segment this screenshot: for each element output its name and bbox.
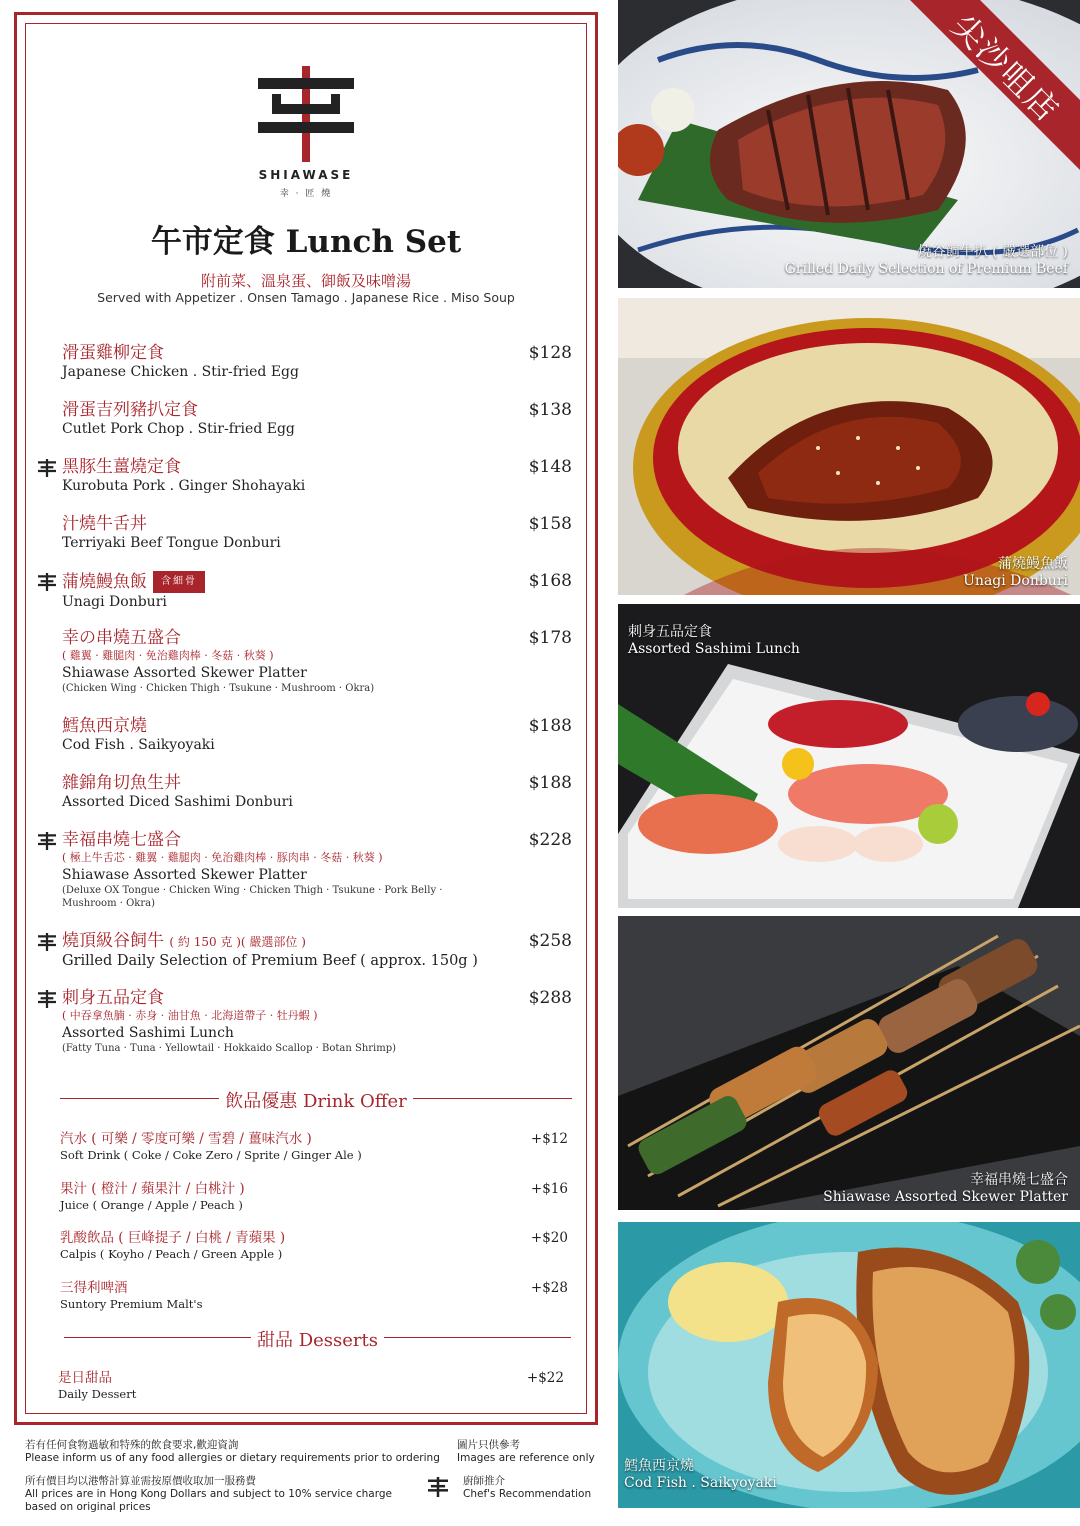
item-name-en: Unagi Donburi xyxy=(62,594,167,610)
drinks-heading xyxy=(60,1087,572,1111)
menu-item xyxy=(62,571,572,611)
item-name-zh: 鱈魚西京燒 xyxy=(62,716,147,736)
photo-caption xyxy=(963,556,1068,590)
page-title: 午市定食 Lunch Set xyxy=(150,224,462,260)
dessert-name-zh: 是日甜品 xyxy=(58,1370,112,1386)
price-notice-en-2: based on original prices xyxy=(25,1501,151,1513)
drink-name-zh: 乳酸飲品 ( 巨峰提子 / 白桃 / 青蘋果 ) xyxy=(60,1230,286,1246)
shiawase-logo xyxy=(258,66,354,162)
photo-sashimi xyxy=(618,604,1080,908)
photo-caption-zh: 燒谷飼牛扒 ( 嚴選部位 ) xyxy=(917,244,1068,260)
item-name-en: Shiawase Assorted Skewer Platter xyxy=(62,665,307,681)
item-note-en: (Fatty Tuna · Tuna · Yellowtail · Hokkaido Scallop · Botan Shrimp) xyxy=(62,1043,397,1054)
item-name-zh: 黑豚生薑燒定食 xyxy=(62,457,181,477)
photo-caption-zh: 鱈魚西京燒 xyxy=(624,1458,694,1474)
drink-name-en: Calpis ( Koyho / Peach / Green Apple ) xyxy=(60,1247,283,1261)
drinks-heading-label: 飲品優惠 Drink Offer xyxy=(60,1087,572,1113)
item-name-zh: 雜錦角切魚生丼 xyxy=(62,773,181,793)
photo-caption-en: Grilled Daily Selection of Premium Beef xyxy=(784,261,1068,277)
drink-name-en: Soft Drink ( Coke / Coke Zero / Sprite / Ginger Ale ) xyxy=(60,1148,362,1162)
photo-caption-en: Shiawase Assorted Skewer Platter xyxy=(823,1189,1068,1205)
item-price: $138 xyxy=(528,400,572,420)
chef-recommendation-icon xyxy=(38,459,56,477)
menu-item xyxy=(62,931,572,970)
photo-cod-fish xyxy=(618,1222,1080,1508)
item-name-zh: 汁燒牛舌丼 xyxy=(62,514,147,534)
item-price: $288 xyxy=(528,988,572,1008)
chef-legend xyxy=(463,1475,591,1501)
subtitle-en: Served with Appetizer . Onsen Tamago . Japanese Rice . Miso Soup xyxy=(97,290,515,305)
image-notice xyxy=(457,1439,595,1465)
item-price: $178 xyxy=(528,628,572,648)
brand-name: SHIAWASE xyxy=(258,168,354,182)
drink-name-zh: 三得利啤酒 xyxy=(60,1280,128,1296)
menu-item xyxy=(62,343,572,381)
item-name-zh: 幸福串燒七盛合 xyxy=(62,830,181,850)
item-name-zh xyxy=(62,931,572,952)
item-price: $258 xyxy=(528,931,572,951)
item-name-en: Assorted Sashimi Lunch xyxy=(62,1025,234,1041)
item-price: $148 xyxy=(528,457,572,477)
chef-legend-en: Chef's Recommendation xyxy=(463,1488,592,1500)
item-name-en: Assorted Diced Sashimi Donburi xyxy=(62,794,293,810)
photo-caption-zh: 刺身五品定食 xyxy=(628,624,712,640)
item-price: $168 xyxy=(528,571,572,591)
drink-name-en: Suntory Premium Malt's xyxy=(60,1297,203,1311)
photo-caption-en: Assorted Sashimi Lunch xyxy=(628,641,800,657)
item-name-en: Japanese Chicken . Stir-fried Egg xyxy=(62,364,299,380)
item-name-en: Terriyaki Beef Tongue Donburi xyxy=(62,535,281,551)
price-notice-zh: 所有價目均以港幣計算並需按原價收取加一服務費 xyxy=(25,1475,256,1487)
price-notice-en: All prices are in Hong Kong Dollars and subject to 10% service charge xyxy=(25,1488,392,1500)
dessert-item xyxy=(58,1370,564,1402)
drink-price: +$28 xyxy=(530,1280,568,1296)
drink-item xyxy=(60,1131,568,1163)
menu-item xyxy=(62,400,572,438)
photo-caption-en: Unagi Donburi xyxy=(963,573,1068,589)
location-banner xyxy=(870,0,1080,210)
photo-caption-zh: 蒲燒鰻魚飯 xyxy=(998,556,1068,572)
allergy-notice-en: Please inform us of any food allergies or dietary requirements prior to ordering xyxy=(25,1452,440,1464)
item-name-zh: 刺身五品定食 xyxy=(62,988,164,1008)
brand-name-zh: 幸 · 匠 燒 xyxy=(279,189,333,199)
item-name-zh xyxy=(62,571,572,593)
item-price: $128 xyxy=(528,343,572,363)
item-name-en: Cod Fish . Saikyoyaki xyxy=(62,737,215,753)
drink-name-zh: 汽水 ( 可樂 / 零度可樂 / 雪碧 / 薑味汽水 ) xyxy=(60,1131,312,1147)
item-note-en: (Deluxe OX Tongue · Chicken Wing · Chicken Thigh · Tsukune · Pork Belly · Mushroom · Okra) xyxy=(62,885,443,909)
chef-recommendation-icon xyxy=(428,1477,448,1497)
item-name-en: Cutlet Pork Chop . Stir-fried Egg xyxy=(62,421,295,437)
item-price: $228 xyxy=(528,830,572,850)
drink-price: +$20 xyxy=(530,1230,568,1246)
item-name-zh: 滑蛋吉列豬扒定食 xyxy=(62,400,198,420)
subtitle-zh: 附前菜、溫泉蛋、御飯及味噌湯 xyxy=(200,272,411,290)
chef-recommendation-icon xyxy=(38,933,56,951)
photo-caption xyxy=(823,1172,1068,1206)
drink-item xyxy=(60,1230,568,1262)
item-price: $188 xyxy=(528,716,572,736)
allergy-notice-zh: 若有任何食物過敏和特殊的飲食要求,歡迎資詢 xyxy=(25,1439,239,1451)
image-notice-en: Images are reference only xyxy=(457,1452,595,1464)
item-name-en: Kurobuta Pork . Ginger Shohayaki xyxy=(62,478,306,494)
drink-item xyxy=(60,1280,568,1312)
item-name-zh-text: 蒲燒鰻魚飯 xyxy=(62,572,147,592)
allergy-notice xyxy=(25,1439,440,1465)
location-banner-shape xyxy=(870,0,1080,210)
dessert-price: +$22 xyxy=(526,1370,564,1386)
menu-item xyxy=(62,514,572,552)
menu-item xyxy=(62,628,572,695)
item-name-zh: 幸の串燒五盛合 xyxy=(62,628,181,648)
chef-recommendation-icon xyxy=(38,832,56,850)
item-note-zh: ( 雞翼 · 雞腿肉 · 免治雞肉棒 · 冬菇 · 秋葵 ) xyxy=(62,649,274,662)
desserts-heading xyxy=(64,1326,571,1350)
contains-bones-badge: 含細骨 xyxy=(153,571,205,593)
photo-caption xyxy=(628,624,800,658)
drink-name-en: Juice ( Orange / Apple / Peach ) xyxy=(60,1198,243,1212)
price-notice xyxy=(25,1475,392,1514)
item-price: $188 xyxy=(528,773,572,793)
photo-unagi xyxy=(618,298,1080,595)
dessert-name-en: Daily Dessert xyxy=(58,1387,137,1401)
menu-item xyxy=(62,457,572,495)
menu-item xyxy=(62,716,572,754)
item-note-zh: ( 約 150 克 )( 嚴選部位 ) xyxy=(169,935,306,949)
item-name-en: Grilled Daily Selection of Premium Beef ( approx. 150g ) xyxy=(62,953,478,969)
drink-price: +$12 xyxy=(530,1131,568,1147)
photo-skewers xyxy=(618,916,1080,1210)
unagi-illustration xyxy=(618,298,1080,595)
desserts-heading-label: 甜品 Desserts xyxy=(64,1326,571,1352)
drink-item xyxy=(60,1181,568,1213)
menu-item xyxy=(62,773,572,811)
item-name-zh-text: 燒頂級谷飼牛 xyxy=(62,931,164,951)
item-note-zh: ( 中吞拿魚腩 · 赤身 · 油甘魚 · 北海道帶子 · 牡丹蝦 ) xyxy=(62,1009,318,1022)
item-name-zh: 滑蛋雞柳定食 xyxy=(62,343,164,363)
image-notice-zh: 圖片只供參考 xyxy=(457,1439,520,1451)
skewers-illustration xyxy=(618,916,1080,1210)
item-note-en: (Chicken Wing · Chicken Thigh · Tsukune · Mushroom · Okra) xyxy=(62,683,375,694)
drink-name-zh: 果汁 ( 橙汁 / 蘋果汁 / 白桃汁 ) xyxy=(60,1181,245,1197)
chef-recommendation-icon xyxy=(38,573,56,591)
photo-caption xyxy=(624,1458,777,1492)
item-price: $158 xyxy=(528,514,572,534)
photo-caption-en: Cod Fish . Saikyoyaki xyxy=(624,1475,777,1491)
item-name-en: Shiawase Assorted Skewer Platter xyxy=(62,867,307,883)
photo-caption xyxy=(785,244,1068,278)
item-note-zh: ( 極上牛舌芯 · 雞翼 · 雞腿肉 · 免治雞肉棒 · 豚肉串 · 冬菇 · 秋葵 ) xyxy=(62,851,383,864)
menu-item xyxy=(62,988,572,1055)
location-banner-text: 尖沙咀店 xyxy=(944,6,1068,130)
chef-legend-zh: 廚師推介 xyxy=(463,1475,505,1487)
menu-item xyxy=(62,830,572,910)
chef-recommendation-icon xyxy=(38,990,56,1008)
drink-price: +$16 xyxy=(530,1181,568,1197)
photo-caption-zh: 幸福串燒七盛合 xyxy=(970,1172,1068,1188)
